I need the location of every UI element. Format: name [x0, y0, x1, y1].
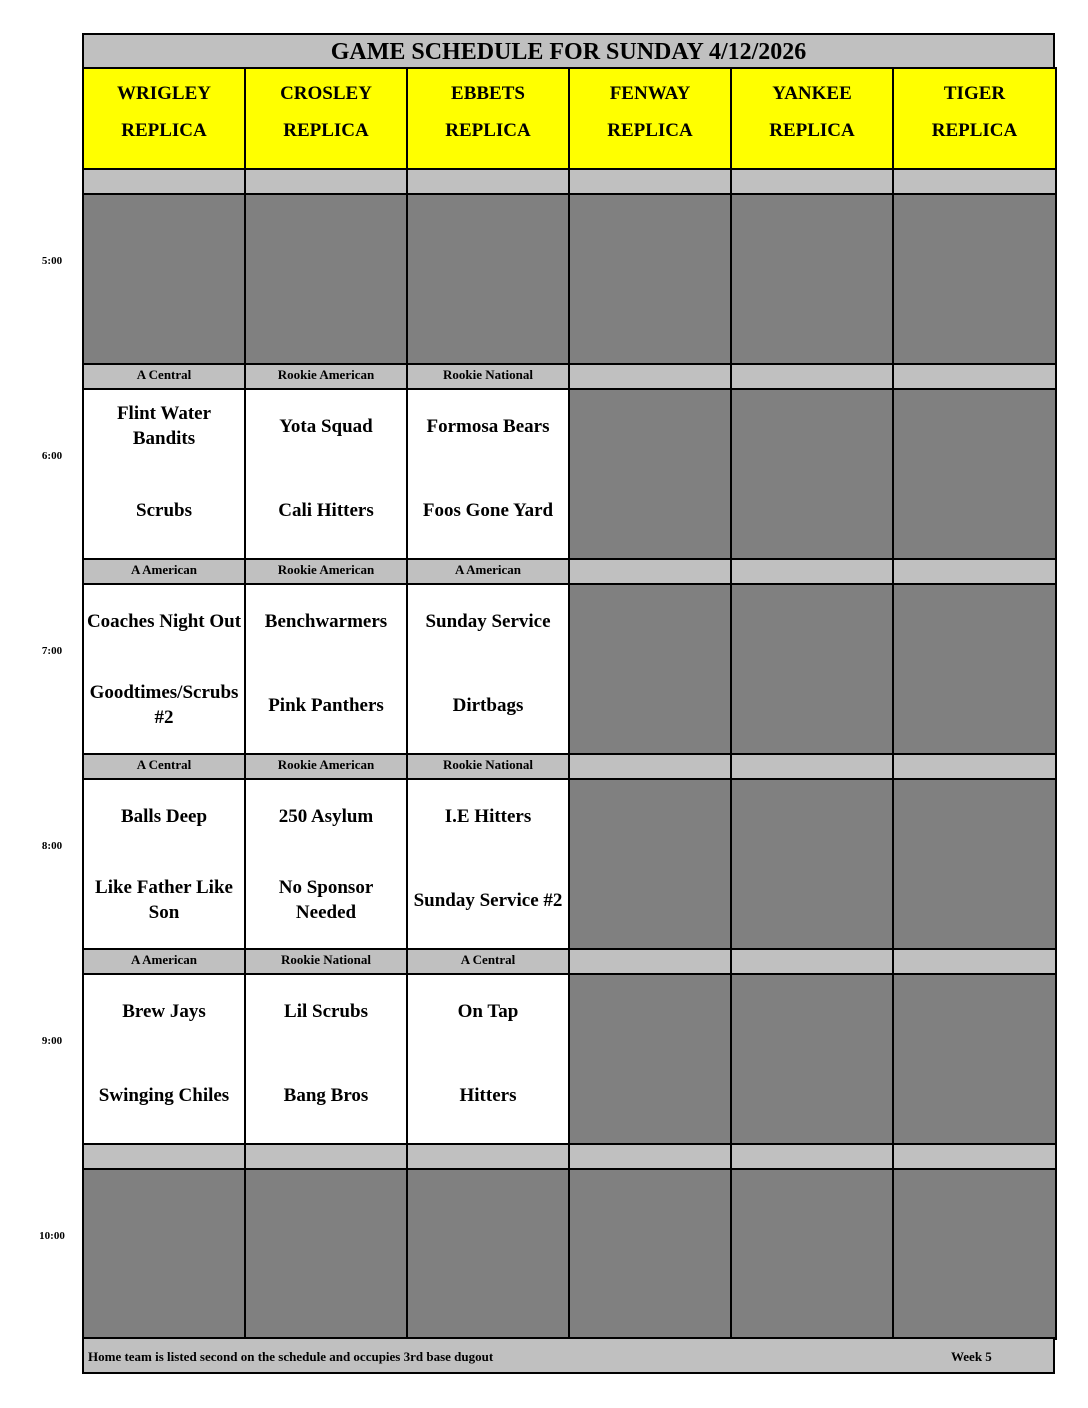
away-team: 250 Asylum [278, 805, 374, 827]
division-cell [730, 1143, 894, 1170]
empty-slot [568, 778, 732, 950]
time-label: 5:00 [41, 255, 63, 267]
home-team: Goodtimes/Scrubs #2 [89, 682, 239, 728]
division-cell: A Central [82, 363, 246, 390]
game-cell [82, 973, 246, 1145]
division-cell [730, 168, 894, 195]
division-cell [730, 363, 894, 390]
empty-slot [568, 388, 732, 560]
home-team: Foos Gone Yard [422, 499, 554, 521]
division-cell [892, 168, 1057, 195]
division-cell: Rookie National [244, 948, 408, 975]
empty-slot [568, 583, 732, 755]
game-cell [406, 973, 570, 1145]
home-team: Bang Bros [283, 1084, 369, 1106]
empty-slot [892, 778, 1057, 950]
empty-slot [892, 583, 1057, 755]
time-label: 7:00 [41, 645, 63, 657]
footer-bar [82, 1337, 1055, 1374]
game-cell [244, 583, 408, 755]
field-header-wrigley [82, 67, 246, 170]
field-header-fenway [568, 67, 732, 170]
footer-note: Home team is listed second on the schedule and occupies 3rd base dugout [88, 1349, 494, 1364]
empty-slot [568, 193, 732, 365]
home-team: Hitters [459, 1084, 517, 1106]
field-name: WRIGLEY [117, 83, 211, 104]
division-cell [568, 363, 732, 390]
game-cell [82, 778, 246, 950]
division-cell [892, 948, 1057, 975]
field-name: TIGER [943, 83, 1006, 104]
away-team: Sunday Service [425, 610, 551, 632]
away-team: Balls Deep [120, 805, 208, 827]
division-cell [82, 1143, 246, 1170]
field-header-crosley [244, 67, 408, 170]
empty-slot [568, 973, 732, 1145]
empty-slot [892, 973, 1057, 1145]
empty-slot [82, 1168, 246, 1340]
field-name: FENWAY [609, 83, 691, 104]
home-team: Scrubs [136, 499, 192, 521]
empty-slot [892, 193, 1057, 365]
field-sub: REPLICA [283, 120, 369, 141]
division-cell [568, 753, 732, 780]
division-cell [730, 948, 894, 975]
home-team: Like Father Like Son [95, 877, 233, 923]
away-team: Formosa Bears [426, 415, 550, 437]
division-cell: Rookie American [244, 363, 408, 390]
empty-slot [406, 1168, 570, 1340]
away-team: On Tap [457, 1000, 519, 1022]
empty-slot [730, 388, 894, 560]
division-cell: Rookie American [244, 753, 408, 780]
field-name: CROSLEY [280, 83, 372, 104]
division-cell [244, 1143, 408, 1170]
field-sub: REPLICA [607, 120, 693, 141]
division-cell: Rookie National [406, 753, 570, 780]
empty-slot [730, 193, 894, 365]
game-cell [82, 583, 246, 755]
page-title: GAME SCHEDULE FOR SUNDAY 4/12/2026 [82, 33, 1055, 69]
time-label: 10:00 [39, 1230, 65, 1242]
division-cell: Rookie National [406, 363, 570, 390]
division-cell [568, 168, 732, 195]
division-cell [244, 168, 408, 195]
division-cell [892, 363, 1057, 390]
game-cell [82, 388, 246, 560]
away-team: I.E Hitters [444, 805, 532, 827]
home-team: Cali Hitters [278, 499, 374, 521]
division-cell [406, 168, 570, 195]
empty-slot [892, 388, 1057, 560]
empty-slot [406, 193, 570, 365]
division-cell [82, 168, 246, 195]
field-header-tiger [892, 67, 1057, 170]
time-label: 8:00 [41, 840, 63, 852]
time-label: 9:00 [41, 1035, 63, 1047]
division-cell [730, 558, 894, 585]
empty-slot [244, 193, 408, 365]
field-header-ebbets [406, 67, 570, 170]
division-cell: A American [82, 948, 246, 975]
away-team: Benchwarmers [264, 610, 388, 632]
division-cell [892, 1143, 1057, 1170]
empty-slot [730, 1168, 894, 1340]
game-cell [406, 388, 570, 560]
field-sub: REPLICA [121, 120, 207, 141]
empty-slot [244, 1168, 408, 1340]
division-cell [892, 558, 1057, 585]
home-team: No Sponsor Needed [278, 877, 374, 923]
empty-slot [82, 193, 246, 365]
game-cell [244, 388, 408, 560]
field-name: EBBETS [451, 83, 525, 104]
away-team: Flint Water Bandits [116, 403, 212, 449]
division-cell [730, 753, 894, 780]
home-team: Sunday Service #2 [413, 889, 563, 911]
division-cell [568, 948, 732, 975]
away-team: Coaches Night Out [86, 610, 242, 632]
game-cell [406, 778, 570, 950]
home-team: Pink Panthers [268, 694, 384, 716]
division-cell [568, 558, 732, 585]
empty-slot [730, 973, 894, 1145]
field-name: YANKEE [772, 83, 852, 104]
division-cell [892, 753, 1057, 780]
field-sub: REPLICA [931, 120, 1018, 141]
division-cell: A Central [82, 753, 246, 780]
division-cell: A Central [406, 948, 570, 975]
empty-slot [892, 1168, 1057, 1340]
week-label: Week 5 [951, 1349, 992, 1364]
division-cell: Rookie American [244, 558, 408, 585]
field-header-yankee [730, 67, 894, 170]
field-sub: REPLICA [769, 120, 855, 141]
away-team: Lil Scrubs [284, 1000, 368, 1022]
field-sub: REPLICA [445, 120, 531, 141]
game-cell [244, 778, 408, 950]
game-cell [406, 583, 570, 755]
away-team: Yota Squad [279, 415, 373, 437]
away-team: Brew Jays [122, 1000, 206, 1022]
division-cell: A American [82, 558, 246, 585]
empty-slot [568, 1168, 732, 1340]
time-label: 6:00 [41, 450, 63, 462]
division-cell [406, 1143, 570, 1170]
home-team: Dirtbags [452, 694, 524, 716]
division-cell [568, 1143, 732, 1170]
home-team: Swinging Chiles [98, 1084, 230, 1106]
empty-slot [730, 583, 894, 755]
game-cell [244, 973, 408, 1145]
empty-slot [730, 778, 894, 950]
division-cell: A American [406, 558, 570, 585]
